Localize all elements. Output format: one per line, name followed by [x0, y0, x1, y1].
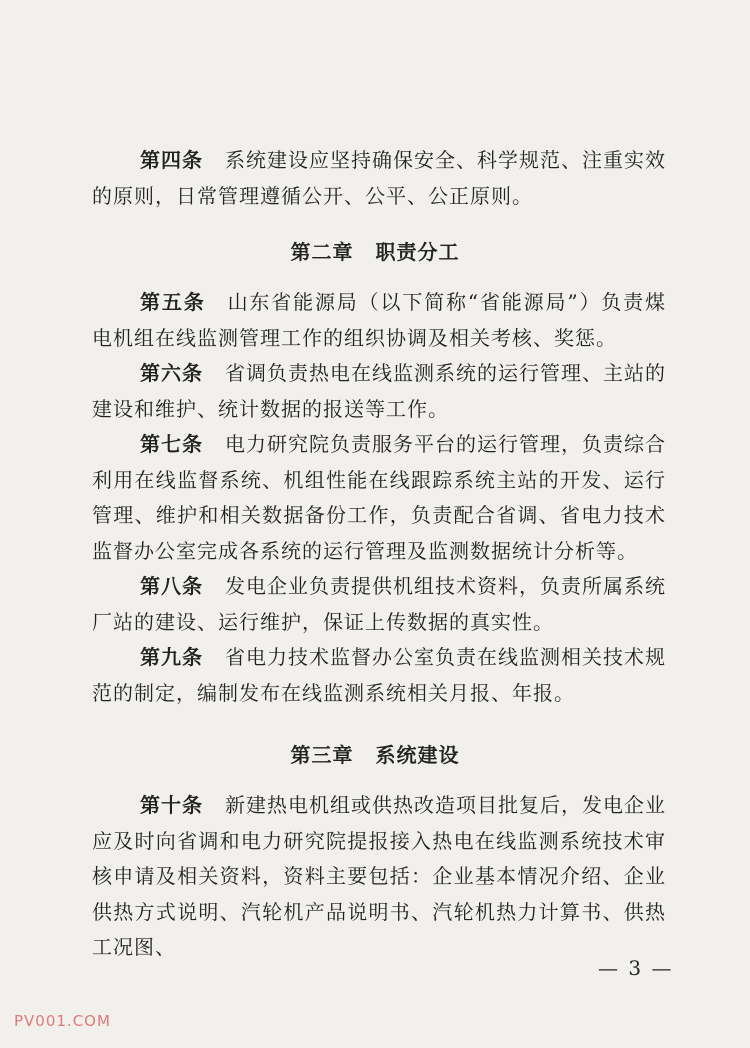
article-9-label: 第九条 — [140, 645, 203, 669]
article-8-label: 第八条 — [140, 574, 203, 598]
chapter-3-title: 系统建设 — [375, 743, 460, 767]
article-7-text: 电力研究院负责服务平台的运行管理，负责综合利用在线监督系统、机组性能在线跟踪系统主站的开发、运行管理、维护和相关数据备份工作，负责配合省调、省电力技术监督办公室完成各系统的运行管理及监测数据统计分析等。 — [92, 432, 666, 563]
chapter-3-heading — [0, 739, 750, 768]
article-5-text: 山东省能源局（以下简称“省能源局”）负责煤电机组在线监测管理工作的组织协调及相关考核、奖惩。 — [92, 290, 667, 350]
article-8 — [92, 569, 666, 640]
article-9-text: 省电力技术监督办公室负责在线监测相关技术规范的制定，编制发布在线监测系统相关月报、年报。 — [92, 645, 666, 705]
article-5-label: 第五条 — [140, 290, 206, 314]
watermark: PV001.COM — [14, 1012, 111, 1030]
article-7-label: 第七条 — [140, 432, 203, 456]
article-10 — [92, 788, 666, 966]
article-8-text: 发电企业负责提供机组技术资料，负责所属系统厂站的建设、运行维护，保证上传数据的真实性。 — [92, 574, 666, 634]
chapter-2-title: 职责分工 — [375, 240, 460, 264]
page-number: — 3 — — [598, 956, 674, 980]
article-6-label: 第六条 — [140, 361, 203, 385]
article-10-text: 新建热电机组或供热改造项目批复后，发电企业应及时向省调和电力研究院提报接入热电在线监测系统技术审核申请及相关资料，资料主要包括：企业基本情况介绍、企业供热方式说明、汽轮机产品说明书、汽轮机热力计算书、供热工况图、 — [92, 793, 666, 959]
article-5 — [92, 285, 666, 356]
chapter-3-number: 第三章 — [290, 743, 354, 767]
article-10-label: 第十条 — [140, 793, 203, 817]
chapter-2-heading — [0, 236, 750, 265]
article-9 — [92, 640, 666, 711]
article-6 — [92, 356, 666, 427]
article-7 — [92, 427, 666, 569]
article-4-label: 第四条 — [140, 148, 203, 172]
chapter-2-number: 第二章 — [290, 240, 354, 264]
article-4-text: 系统建设应坚持确保安全、科学规范、注重实效的原则，日常管理遵循公开、公平、公正原则。 — [92, 148, 666, 208]
article-4 — [92, 143, 666, 214]
article-6-text: 省调负责热电在线监测系统的运行管理、主站的建设和维护、统计数据的报送等工作。 — [92, 361, 666, 421]
